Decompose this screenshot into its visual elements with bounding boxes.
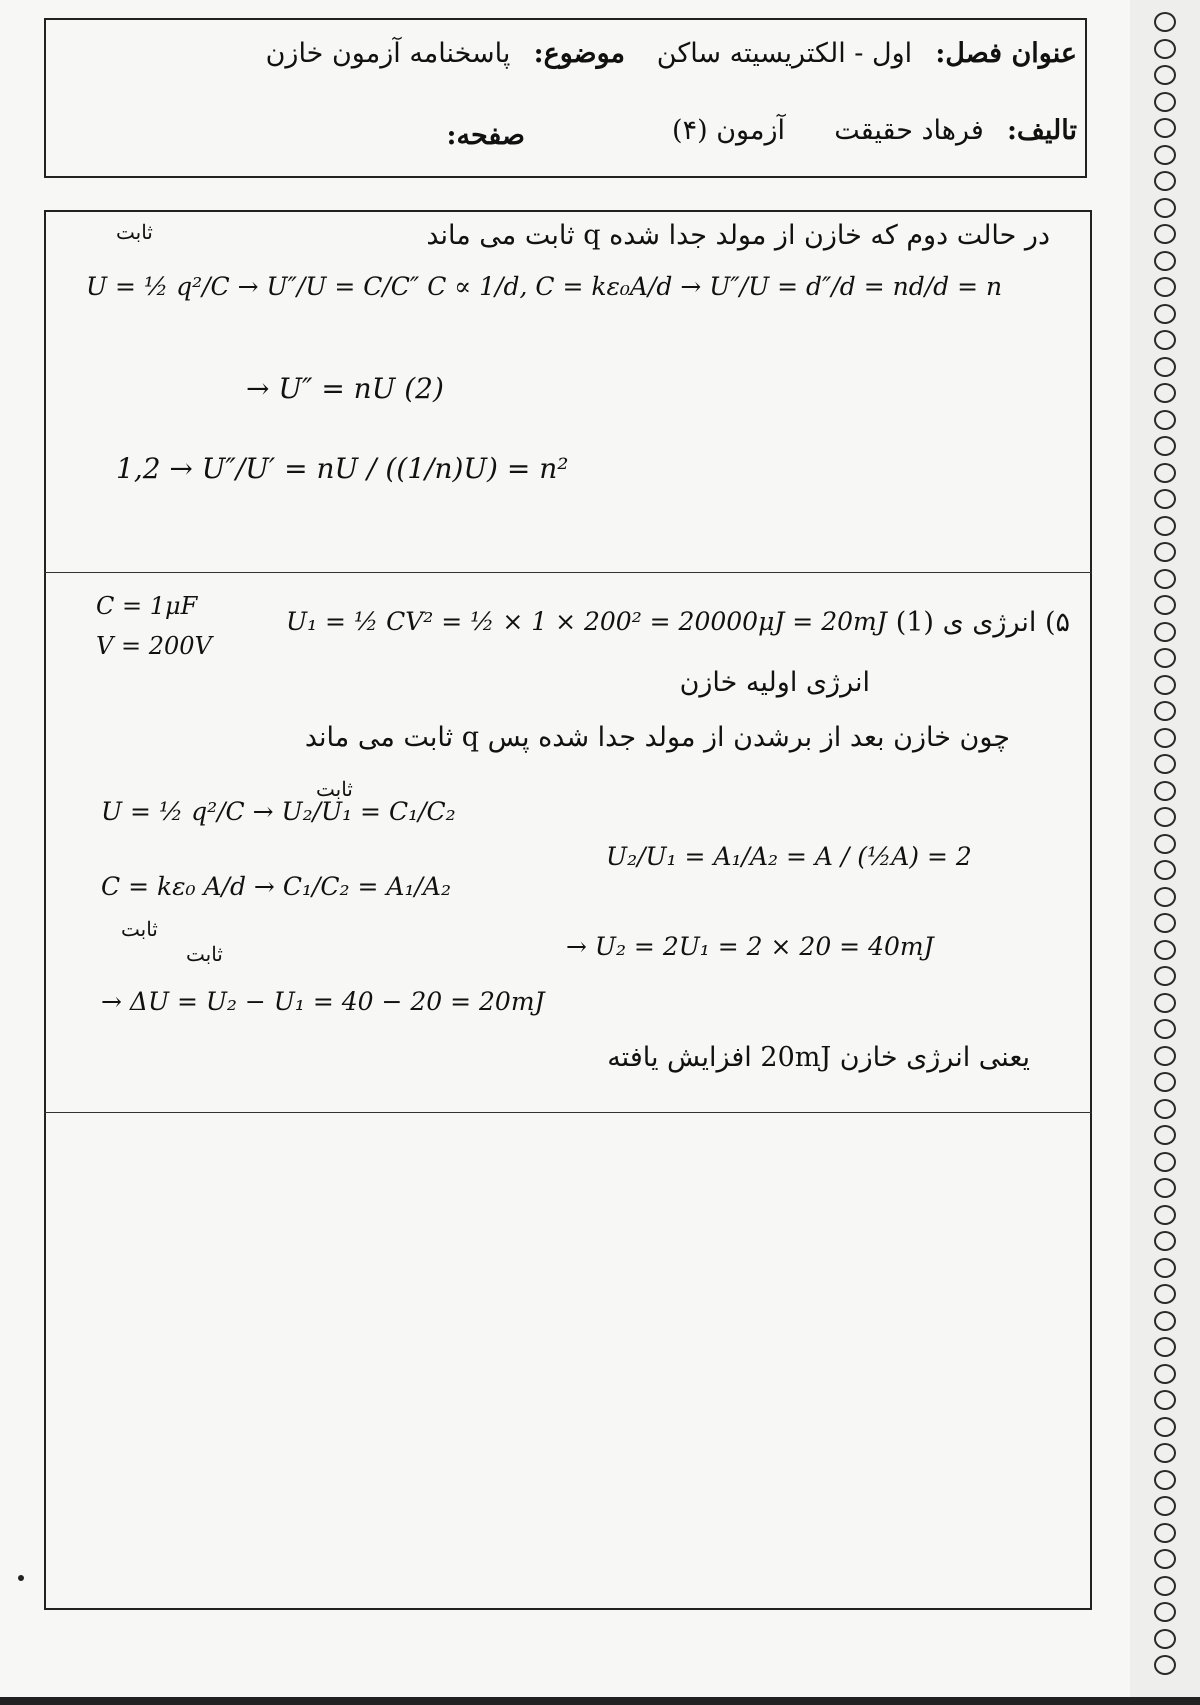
section1-equation-1: U = ½ q²/C → U″/U = C/C″ C ∝ 1/d, C = kε₀A/d → U″/U = d″/d = nd/d = n: [86, 272, 1003, 301]
spiral-hole: [1154, 1072, 1176, 1092]
given-voltage: V = 200V: [96, 632, 212, 660]
spiral-hole: [1154, 145, 1176, 165]
spiral-hole: [1154, 569, 1176, 589]
chapter-label: عنوان فصل:: [935, 38, 1077, 69]
spiral-hole: [1154, 1364, 1176, 1384]
topic-line: [266, 38, 625, 69]
spiral-hole: [1154, 1443, 1176, 1463]
given-capacitance: C = 1μF: [96, 592, 198, 620]
section-divider-2: [44, 1112, 1092, 1113]
section2-note: چون خازن بعد از برشدن از مولد جدا شده پس q ثابت می ماند: [304, 722, 1010, 753]
spiral-hole: [1154, 224, 1176, 244]
spiral-hole: [1154, 940, 1176, 960]
section-divider: [44, 572, 1092, 573]
spiral-hole: [1154, 198, 1176, 218]
spiral-hole: [1154, 65, 1176, 85]
energy-change-equation: → ΔU = U₂ − U₁ = 40 − 20 = 20mJ: [101, 987, 545, 1016]
spiral-hole: [1154, 39, 1176, 59]
spiral-hole: [1154, 728, 1176, 748]
margin-dot: [18, 1575, 24, 1581]
spiral-hole: [1154, 516, 1176, 536]
spiral-hole: [1154, 304, 1176, 324]
content-box: [44, 210, 1092, 1610]
spiral-hole: [1154, 1337, 1176, 1357]
capacitance-equation: C = kε₀ A/d → C₁/C₂ = A₁/A₂: [101, 872, 451, 901]
spiral-hole: [1154, 1152, 1176, 1172]
spiral-hole: [1154, 92, 1176, 112]
spiral-hole: [1154, 781, 1176, 801]
conclusion-text: یعنی انرژی خازن 20mJ افزایش یافته: [607, 1042, 1030, 1073]
const-k-mark: ثابت: [121, 917, 158, 941]
spiral-hole: [1154, 966, 1176, 986]
spiral-hole: [1154, 1231, 1176, 1251]
header-box: [44, 18, 1087, 178]
section2-const-mark: ثابت: [316, 777, 353, 801]
spiral-hole: [1154, 1602, 1176, 1622]
question-label: [896, 607, 1070, 638]
question-number: (1): [895, 607, 934, 638]
spiral-hole: [1154, 860, 1176, 880]
author-value: فرهاد حقیقت: [834, 115, 984, 146]
const-d-mark: ثابت: [186, 942, 223, 966]
spiral-hole: [1154, 754, 1176, 774]
spiral-hole: [1154, 436, 1176, 456]
spiral-hole: [1154, 1629, 1176, 1649]
spiral-hole: [1154, 1655, 1176, 1675]
spiral-hole: [1154, 383, 1176, 403]
spiral-hole: [1154, 1019, 1176, 1039]
exam-number: آزمون (۴): [672, 115, 785, 146]
topic-value: پاسخنامه آزمون خازن: [265, 38, 511, 69]
spiral-hole: [1154, 277, 1176, 297]
section1-const-mark: ثابت: [116, 220, 153, 244]
spiral-hole: [1154, 1390, 1176, 1410]
initial-energy-equation: U₁ = ½ CV² = ½ × 1 × 200² = 20000μJ = 20mJ: [286, 607, 887, 636]
spiral-hole: [1154, 1470, 1176, 1490]
spiral-hole: [1154, 463, 1176, 483]
spiral-hole: [1154, 648, 1176, 668]
spiral-hole: [1154, 489, 1176, 509]
spiral-hole: [1154, 1205, 1176, 1225]
spiral-hole: [1154, 595, 1176, 615]
question-text: ۵) انرژی ی: [942, 607, 1070, 638]
spiral-hole: [1154, 251, 1176, 271]
spiral-hole: [1154, 1284, 1176, 1304]
spiral-hole: [1154, 993, 1176, 1013]
spiral-hole: [1154, 622, 1176, 642]
author-line: [834, 115, 1077, 146]
spiral-hole: [1154, 118, 1176, 138]
spiral-hole: [1154, 542, 1176, 562]
spiral-hole: [1154, 1046, 1176, 1066]
spiral-hole: [1154, 1417, 1176, 1437]
energy-ratio-equation: U = ½ q²/C → U₂/U₁ = C₁/C₂: [101, 797, 456, 826]
spiral-hole: [1154, 1099, 1176, 1119]
spiral-hole: [1154, 1523, 1176, 1543]
spiral-hole: [1154, 1576, 1176, 1596]
spiral-hole: [1154, 1125, 1176, 1145]
section1-equation-3: 1,2 → U″/U′ = nU / ((1/n)U) = n²: [116, 452, 569, 485]
author-label: تالیف:: [1006, 115, 1077, 146]
spiral-hole: [1154, 1311, 1176, 1331]
topic-label: موضوع:: [533, 38, 625, 69]
spiral-hole: [1154, 675, 1176, 695]
spiral-hole: [1154, 1178, 1176, 1198]
spiral-hole: [1154, 171, 1176, 191]
chapter-line: [657, 38, 1077, 69]
area-ratio-equation: U₂/U₁ = A₁/A₂ = A / (½A) = 2: [606, 842, 972, 871]
spiral-hole: [1154, 1496, 1176, 1516]
section1-note: در حالت دوم که خازن از مولد جدا شده q ثابت می ماند: [426, 220, 1050, 251]
chapter-value: اول - الکتریسیته ساکن: [656, 38, 913, 69]
spiral-binding: [1146, 0, 1186, 1705]
spiral-hole: [1154, 410, 1176, 430]
spiral-hole: [1154, 887, 1176, 907]
spiral-hole: [1154, 1258, 1176, 1278]
spiral-hole: [1154, 701, 1176, 721]
spiral-hole: [1154, 357, 1176, 377]
spiral-hole: [1154, 913, 1176, 933]
spiral-hole: [1154, 834, 1176, 854]
spiral-hole: [1154, 1549, 1176, 1569]
spiral-hole: [1154, 330, 1176, 350]
spiral-hole: [1154, 12, 1176, 32]
final-energy-equation: → U₂ = 2U₁ = 2 × 20 = 40mJ: [566, 932, 934, 961]
section1-equation-2: → U″ = nU (2): [246, 372, 444, 405]
initial-energy-label: انرژی اولیه خازن: [679, 667, 870, 698]
page-label: صفحه:: [446, 120, 525, 151]
page-bottom-edge: [0, 1697, 1200, 1705]
spiral-hole: [1154, 807, 1176, 827]
